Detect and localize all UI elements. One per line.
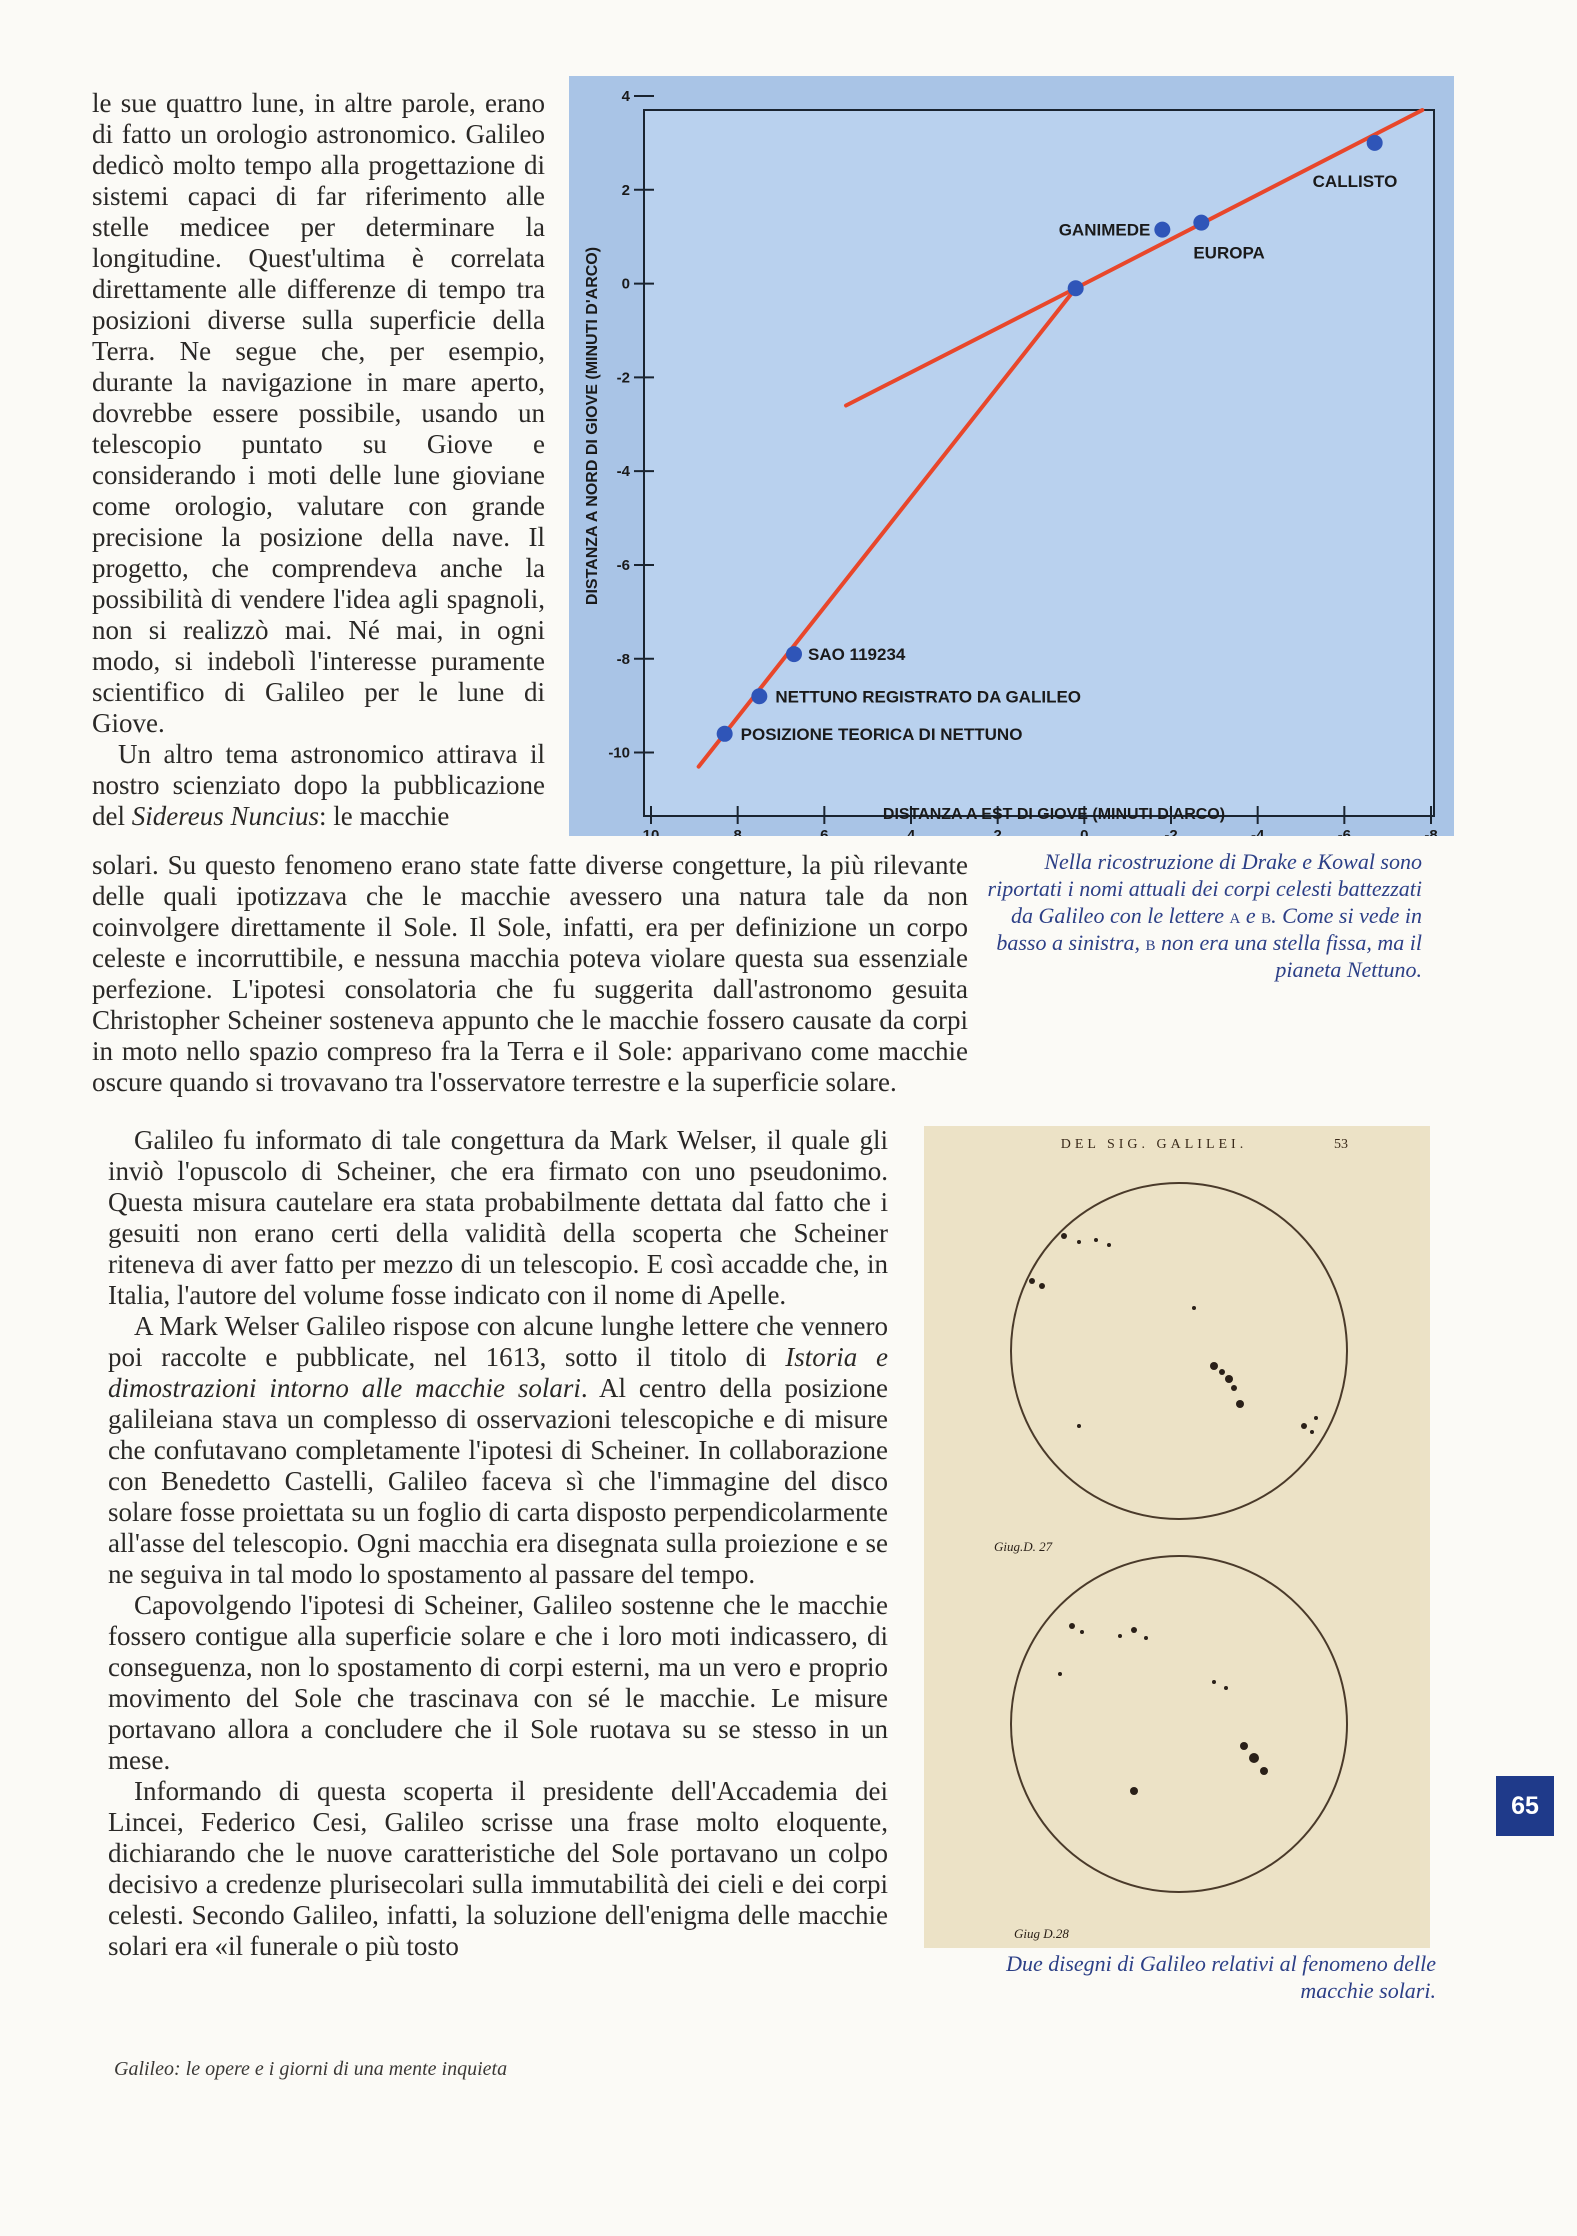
- data-label: EUROPA: [1193, 243, 1265, 263]
- y-axis-label: DISTANZA A NORD DI GIOVE (MINUTI D'ARCO): [584, 246, 601, 606]
- text-column-bottom: [108, 1125, 888, 1962]
- paragraph: le sue quattro lune, in altre parole, erano di fatto un orologio astronomico. Galileo dedicò molto tempo alla progettazione di sistemi capaci di far riferimento alle stelle medicee per determinare la longitudine. Quest'ultima è correlata direttamente alle differenze di tempo tra posizioni diverse sulla superficie della Terra. Ne segue che, per esempio, durante la navigazione in mare aperto, dovrebbe essere possibile, usando un telescopio puntato su Giove e considerando i moti delle lune gioviane come orologio, valutare con grande precisione la posizione della nave. Il progetto, che comprendeva anche la possibilità di vendere l'idea agli spagnoli, non si realizzò mai. Né mai, in ogni modo, si indebolì l'interesse puramente scientifico di Galileo per le lune di Giove.: [92, 88, 545, 738]
- paragraph: Un altro tema astronomico attirava il nostro scienziato dopo la pubblicazione del Sidereus Nuncius: le macchie: [92, 739, 545, 831]
- x-tick-label: 8: [733, 827, 742, 836]
- chart-svg: [569, 76, 1454, 836]
- data-point: [1068, 280, 1084, 296]
- x-axis-label: DISTANZA A EST DI GIOVE (MINUTI D'ARCO): [882, 806, 1226, 823]
- data-point: [1367, 135, 1383, 151]
- x-tick-label: -4: [1250, 827, 1265, 836]
- y-tick-label: -4: [616, 463, 630, 481]
- paragraph: solari. Su questo fenomeno erano state fatte diverse congetture, la più rilevante delle quali ipotizzava che le macchie avessero una natura tale da non coinvolgere direttamente il Sole. Il Sole, infatti, era per definizione un corpo celeste e incorruttibile, e nessuna macchia poteva violare questa sua essenziale perfezione. L'ipotesi consolatoria che fu suggerita dall'astronomo gesuita Christopher Scheiner sosteneva appunto che le macchie fossero causate da corpi in moto nello spazio compreso fra la Terra e il Sole: apparivano come macchie oscure quando si trovavano tra l'osservatore terrestre e la superficie solare.: [92, 850, 968, 1097]
- x-tick-label: -2: [1164, 827, 1178, 836]
- y-tick-label: -2: [616, 369, 630, 387]
- plot-area: [644, 110, 1434, 816]
- y-tick-label: 2: [621, 181, 630, 199]
- x-tick-label: 4: [906, 827, 916, 836]
- data-point: [1193, 215, 1209, 231]
- data-point: [751, 688, 767, 704]
- drawing-label-day27: Giug.D. 27: [994, 1539, 1053, 1554]
- book-title: Istoria e dimostrazioni intorno alle macchie solari: [108, 1342, 888, 1403]
- x-tick-label: 2: [993, 827, 1002, 836]
- paper-background: [924, 1126, 1430, 1948]
- x-tick-label: 6: [820, 827, 829, 836]
- data-point: [1154, 222, 1170, 238]
- x-tick-label: -6: [1337, 827, 1352, 836]
- x-tick-label: 10: [642, 827, 660, 836]
- running-footer: Galileo: le opere e i giorni di una mente inquieta: [114, 2058, 508, 2080]
- paragraph: Galileo fu informato di tale congettura da Mark Welser, il quale gli inviò l'opuscolo di Scheiner, che era firmato con uno pseudonimo. Questa misura cautelare era stata probabilmente dettata dal fatto che i gesuiti non erano certi della validità della scoperta che Scheiner riteneva di aver fatto per mezzo di un telescopio. E così accadde che, in Italia, l'autore del volume fosse indicato con il nome di Apelle.: [108, 1125, 888, 1310]
- text-column-top: [92, 88, 545, 832]
- chart-caption: Nella ricostruzione di Drake e Kowal sono riportati i nomi attuali dei corpi celesti battezzati da Galileo con le lettere a e b. Come si vede in basso a sinistra, b non era una stella fissa, ma il pianeta Nettuno.: [987, 849, 1422, 982]
- sunspot-caption: Due disegni di Galileo relativi al fenomeno delle macchie solari.: [1006, 1951, 1436, 2003]
- drawing-label-day28: Giug D.28: [1014, 1926, 1069, 1941]
- y-tick-label: 4: [621, 88, 630, 105]
- data-label: SAO 119234: [808, 645, 906, 665]
- data-label: GANIMEDE: [1058, 220, 1151, 240]
- sunspot-drawing: [924, 1126, 1430, 1948]
- text-column-full: [92, 850, 968, 1098]
- page-number-badge: 65: [1496, 1776, 1554, 1836]
- drawing-page-number: 53: [1334, 1137, 1348, 1152]
- y-tick-label: -10: [608, 744, 630, 762]
- x-tick-label: 0: [1080, 827, 1089, 836]
- paragraph: Capovolgendo l'ipotesi di Scheiner, Galileo sostenne che le macchie fossero contigue alla superficie solare e che i loro moti indicassero, di conseguenza, non lo spostamento di corpi esterni, ma un vero e proprio movimento del Sole che trascinava con sé le macchie. Le misure portavano allora a concludere che il Sole ruotava su se stesso in un mese.: [108, 1590, 888, 1775]
- data-label: NETTUNO REGISTRATO DA GALILEO: [775, 687, 1082, 707]
- paragraph: A Mark Welser Galileo rispose con alcune lunghe lettere che vennero poi raccolte e pubblicate, nel 1613, sotto il titolo di Istoria e dimostrazioni intorno alle macchie solari. Al centro della posizione galileiana stava un complesso di osservazioni telescopiche e di misure che confutavano completamente l'ipotesi di Scheiner. In collaborazione con Benedetto Castelli, Galileo faceva sì che l'immagine del disco solare fosse proiettata su un foglio di carta disposto perpendicolarmente all'asse del telescopio. Ogni macchia era disegnata sulla proiezione e se ne seguiva in tal modo lo spostamento al passare del tempo.: [108, 1311, 889, 1589]
- data-label: POSIZIONE TEORICA DI NETTUNO: [740, 724, 1023, 744]
- chart-figure: [569, 76, 1454, 836]
- y-tick-label: -6: [616, 556, 630, 574]
- drawing-header: DEL SIG. GALILEI.: [1060, 1137, 1248, 1152]
- x-tick-label: -8: [1424, 827, 1438, 836]
- sunspot-svg: [924, 1126, 1430, 1948]
- data-point: [786, 646, 802, 662]
- data-label: CALLISTO: [1312, 171, 1398, 191]
- y-tick-label: 0: [621, 275, 630, 293]
- y-tick-label: -8: [616, 650, 630, 668]
- data-point: [717, 726, 733, 742]
- book-title: Sidereus Nuncius: [131, 801, 319, 831]
- paragraph: Informando di questa scoperta il presidente dell'Accademia dei Lincei, Federico Cesi, Galileo scrisse una frase molto eloquente, dichiarando che le nuove caratteristiche del Sole portavano un colpo decisivo a credenze plurisecolari sulla immutabilità dei cieli e dei corpi celesti. Secondo Galileo, infatti, la soluzione dell'enigma delle macchie solari era «il funerale o più tosto: [108, 1776, 888, 1961]
